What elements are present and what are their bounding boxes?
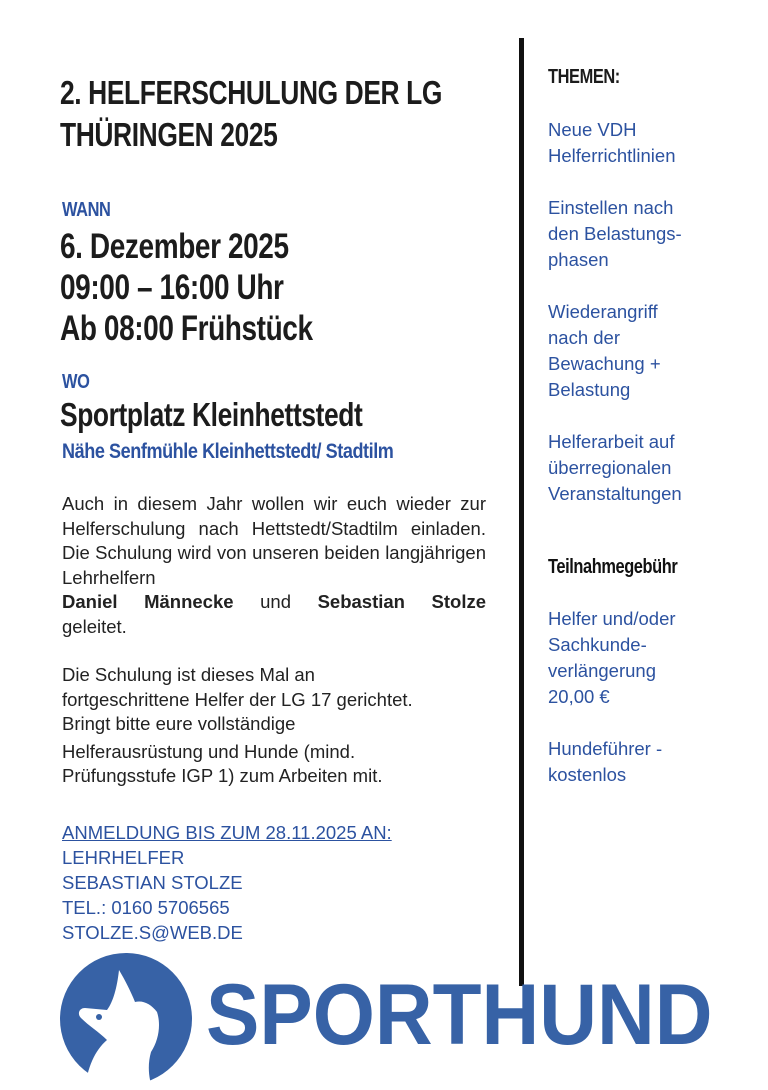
dog-head-icon [55,948,197,1090]
topics-label: THEMEN: [548,66,620,88]
topic-line: Helferrichtlinien [548,145,676,166]
topic-line: Einstellen nach [548,197,674,218]
fee-line: Hundeführer - [548,738,663,759]
event-date: 6. Dezember 2025 [60,227,289,266]
when-label: WANN [62,199,111,221]
topic-item [548,195,748,273]
contact-phone: TEL.: 0160 5706565 [62,897,230,918]
venue-location-hint: Nähe Senfmühle Kleinhettstedt/ Stadtilm [62,440,394,463]
topic-line: nach der [548,327,620,348]
when-details [60,226,313,349]
topic-line: Helferarbeit auf [548,431,675,452]
fee-list [548,606,748,814]
page-title [60,72,442,156]
intro-paragraph [62,492,486,590]
target-line-3: Bringt bitte eure vollständige [62,713,296,734]
registration-contact [62,820,392,945]
topic-line: Bewachung + [548,353,661,374]
topic-line: den Belastungs- [548,223,682,244]
fee-line: Sachkunde- [548,634,647,655]
topic-line: Veranstaltungen [548,483,682,504]
topic-item [548,429,748,507]
topic-line: phasen [548,249,609,270]
instructors-line [62,590,486,615]
fee-line: verlängerung [548,660,656,681]
target-line-2: fortgeschrittene Helfer der LG 17 gerichtet. [62,688,413,710]
topics-list [548,117,748,533]
vertical-divider [519,38,524,986]
fee-item [548,606,748,710]
topic-line: überregionalen [548,457,672,478]
contact-role: LEHRHELFER [62,847,185,868]
topic-item [548,117,748,169]
contact-email: STOLZE.S@WEB.DE [62,922,243,943]
contact-name: SEBASTIAN STOLZE [62,872,243,893]
registration-deadline-link[interactable]: ANMELDUNG BIS ZUM 28.11.2025 AN: [62,822,392,843]
logo-wordmark: SPORTHUND [206,967,713,1063]
intro-end: geleitet. [62,615,127,637]
fee-line: kostenlos [548,764,627,785]
instructor-conjunction: und [260,591,291,612]
body-text [62,492,486,789]
title-line-2: THÜRINGEN 2025 [60,116,278,153]
target-line-5: Prüfungsstufe IGP 1) zum Arbeiten mit. [62,765,383,786]
title-line-1: 2. HELFERSCHULUNG DER LG [60,74,443,111]
instructor-name-1: Daniel Männecke [62,591,234,612]
fee-line: Helfer und/oder [548,608,676,629]
topic-line: Neue VDH [548,119,637,140]
topic-item [548,299,748,403]
event-time: 09:00 – 16:00 Uhr [60,268,284,307]
breakfast-time: Ab 08:00 Frühstück [60,309,313,348]
fee-item [548,736,748,788]
target-line-1: Die Schulung ist dieses Mal an [62,664,315,685]
fee-label: Teilnahmegebühr [548,556,678,578]
where-label: WO [62,371,90,393]
instructor-name-2: Sebastian Stolze [317,591,487,612]
venue-name: Sportplatz Kleinhettstedt [60,396,363,433]
topic-line: Wiederangriff [548,301,658,322]
fee-amount: 20,00 € [548,686,610,707]
intro-text: Auch in diesem Jahr wollen wir euch wieder zur Helferschulung nach Hettstedt/Stadtilm einladen. Die Schulung wird von unseren beiden langjährigen Lehrhelfern [62,493,486,588]
target-line-4: Helferausrüstung und Hunde (mind. [62,740,356,762]
topic-line: Belastung [548,379,631,400]
